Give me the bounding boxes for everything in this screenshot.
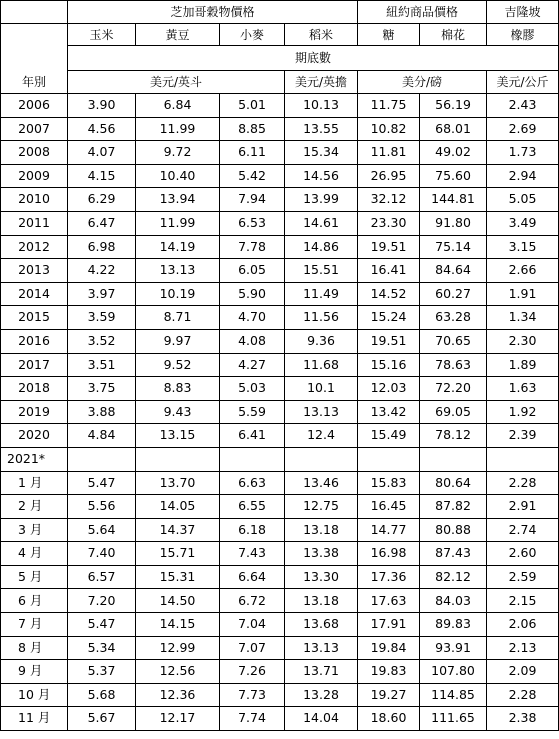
table-row-month: [1, 636, 559, 660]
cell-corn: 3.88: [68, 400, 136, 424]
header-year: 年別: [1, 71, 68, 94]
cell-rice: 11.68: [285, 353, 358, 377]
cell-sugar: 16.41: [358, 259, 420, 283]
cell-corn: 6.98: [68, 235, 136, 259]
cell-soybean: 9.97: [136, 329, 220, 353]
cell-rubber: 2.13: [487, 636, 559, 660]
cell-sugar: 14.52: [358, 282, 420, 306]
cell-sugar: 11.75: [358, 94, 420, 118]
empty-cell: [487, 447, 559, 471]
cell-corn: 6.47: [68, 211, 136, 235]
cell-rubber: 2.69: [487, 117, 559, 141]
cell-wheat: 6.11: [220, 141, 285, 165]
table-row: [1, 141, 559, 165]
header-row-market: [1, 1, 559, 24]
empty-cell: [285, 447, 358, 471]
cell-rice: 14.61: [285, 211, 358, 235]
cell-sugar: 16.98: [358, 542, 420, 566]
header-corn: 玉米: [68, 24, 136, 46]
cell-rice: 13.18: [285, 518, 358, 542]
cell-wheat: 5.42: [220, 164, 285, 188]
cell-rice: 13.18: [285, 589, 358, 613]
header-newyork: 紐約商品價格: [358, 1, 487, 24]
cell-sugar: 19.84: [358, 636, 420, 660]
table-row-month: [1, 471, 559, 495]
cell-cotton: 91.80: [420, 211, 487, 235]
cell-rubber: 2.15: [487, 589, 559, 613]
cell-rice: 13.13: [285, 400, 358, 424]
cell-soybean: 15.71: [136, 542, 220, 566]
cell-corn: 4.22: [68, 259, 136, 283]
cell-cotton: 82.12: [420, 565, 487, 589]
table-row: [1, 188, 559, 212]
row-label: 2010: [1, 188, 68, 212]
table-row: [1, 400, 559, 424]
corner-cell: [1, 24, 68, 46]
row-label: 2018: [1, 377, 68, 401]
empty-cell: [358, 447, 420, 471]
table-row-month: [1, 613, 559, 637]
cell-sugar: 13.42: [358, 400, 420, 424]
corner-cell: [1, 1, 68, 24]
cell-corn: 3.97: [68, 282, 136, 306]
cell-sugar: 15.83: [358, 471, 420, 495]
cell-cotton: 68.01: [420, 117, 487, 141]
cell-wheat: 6.18: [220, 518, 285, 542]
cell-soybean: 13.15: [136, 424, 220, 448]
row-label: 2007: [1, 117, 68, 141]
table-row: [1, 164, 559, 188]
cell-cotton: 69.05: [420, 400, 487, 424]
row-label: 5 月: [1, 565, 68, 589]
cell-soybean: 8.83: [136, 377, 220, 401]
cell-corn: 5.64: [68, 518, 136, 542]
header-row-units: [1, 71, 559, 94]
cell-wheat: 6.41: [220, 424, 285, 448]
cell-soybean: 14.50: [136, 589, 220, 613]
row-label: 3 月: [1, 518, 68, 542]
cell-sugar: 17.91: [358, 613, 420, 637]
cell-wheat: 7.07: [220, 636, 285, 660]
header-kualalumpur: 吉隆坡: [487, 1, 559, 24]
cell-sugar: 15.24: [358, 306, 420, 330]
cell-cotton: 80.64: [420, 471, 487, 495]
table-row-month: [1, 683, 559, 707]
cell-soybean: 12.36: [136, 683, 220, 707]
table-row: [1, 377, 559, 401]
cell-rubber: 3.49: [487, 211, 559, 235]
cell-cotton: 84.03: [420, 589, 487, 613]
row-label: 2013: [1, 259, 68, 283]
empty-cell: [136, 447, 220, 471]
cell-rice: 14.04: [285, 707, 358, 731]
cell-rubber: 1.34: [487, 306, 559, 330]
table-row: [1, 94, 559, 118]
cell-rubber: 2.74: [487, 518, 559, 542]
cell-corn: 3.90: [68, 94, 136, 118]
cell-corn: 5.67: [68, 707, 136, 731]
cell-sugar: 16.45: [358, 495, 420, 519]
cell-rubber: 2.91: [487, 495, 559, 519]
table-row-2021: [1, 447, 559, 471]
cell-corn: 4.15: [68, 164, 136, 188]
cell-cotton: 75.14: [420, 235, 487, 259]
cell-rice: 12.4: [285, 424, 358, 448]
cell-sugar: 10.82: [358, 117, 420, 141]
cell-rubber: 2.66: [487, 259, 559, 283]
cell-wheat: 7.04: [220, 613, 285, 637]
cell-cotton: 60.27: [420, 282, 487, 306]
cell-wheat: 4.27: [220, 353, 285, 377]
table-row-month: [1, 707, 559, 731]
cell-corn: 3.52: [68, 329, 136, 353]
cell-soybean: 13.94: [136, 188, 220, 212]
cell-wheat: 6.53: [220, 211, 285, 235]
row-label: 11 月: [1, 707, 68, 731]
cell-cotton: 78.63: [420, 353, 487, 377]
row-label: 2016: [1, 329, 68, 353]
cell-corn: 5.68: [68, 683, 136, 707]
cell-rice: 15.34: [285, 141, 358, 165]
cell-wheat: 6.05: [220, 259, 285, 283]
cell-corn: 5.47: [68, 471, 136, 495]
cell-sugar: 26.95: [358, 164, 420, 188]
cell-rubber: 2.28: [487, 683, 559, 707]
cell-wheat: 6.55: [220, 495, 285, 519]
cell-cotton: 89.83: [420, 613, 487, 637]
cell-sugar: 11.81: [358, 141, 420, 165]
cell-wheat: 7.73: [220, 683, 285, 707]
cell-rice: 13.46: [285, 471, 358, 495]
cell-sugar: 32.12: [358, 188, 420, 212]
cell-soybean: 6.84: [136, 94, 220, 118]
cell-corn: 4.07: [68, 141, 136, 165]
cell-soybean: 14.15: [136, 613, 220, 637]
cell-rubber: 1.89: [487, 353, 559, 377]
cell-corn: 6.29: [68, 188, 136, 212]
cell-cotton: 63.28: [420, 306, 487, 330]
row-label: 2017: [1, 353, 68, 377]
cell-cotton: 111.65: [420, 707, 487, 731]
cell-rice: 11.56: [285, 306, 358, 330]
cell-wheat: 7.43: [220, 542, 285, 566]
cell-wheat: 5.59: [220, 400, 285, 424]
row-label: 2006: [1, 94, 68, 118]
cell-rice: 9.36: [285, 329, 358, 353]
cell-cotton: 78.12: [420, 424, 487, 448]
header-cotton: 棉花: [420, 24, 487, 46]
row-label: 8 月: [1, 636, 68, 660]
table-row-month: [1, 542, 559, 566]
row-label: 7 月: [1, 613, 68, 637]
cell-corn: 7.40: [68, 542, 136, 566]
cell-cotton: 84.64: [420, 259, 487, 283]
table-row: [1, 306, 559, 330]
cell-corn: 6.57: [68, 565, 136, 589]
cell-soybean: 12.56: [136, 660, 220, 684]
cell-rubber: 1.73: [487, 141, 559, 165]
cell-sugar: 17.36: [358, 565, 420, 589]
cell-soybean: 12.99: [136, 636, 220, 660]
cell-soybean: 11.99: [136, 117, 220, 141]
cell-sugar: 19.51: [358, 235, 420, 259]
row-label: 2015: [1, 306, 68, 330]
cell-rice: 13.55: [285, 117, 358, 141]
cell-soybean: 10.40: [136, 164, 220, 188]
cell-rice: 14.86: [285, 235, 358, 259]
cell-soybean: 10.19: [136, 282, 220, 306]
cell-rubber: 2.43: [487, 94, 559, 118]
table-row: [1, 424, 559, 448]
row-label: 4 月: [1, 542, 68, 566]
row-label: 2020: [1, 424, 68, 448]
table-row: [1, 353, 559, 377]
cell-soybean: 15.31: [136, 565, 220, 589]
empty-cell: [68, 447, 136, 471]
row-label: 9 月: [1, 660, 68, 684]
row-label: 2014: [1, 282, 68, 306]
cell-corn: 3.59: [68, 306, 136, 330]
cell-corn: 7.20: [68, 589, 136, 613]
cell-sugar: 15.49: [358, 424, 420, 448]
cell-cotton: 75.60: [420, 164, 487, 188]
cell-rubber: 2.09: [487, 660, 559, 684]
header-rubber: 橡膠: [487, 24, 559, 46]
cell-rubber: 2.59: [487, 565, 559, 589]
cell-rubber: 2.39: [487, 424, 559, 448]
table-row: [1, 259, 559, 283]
cell-wheat: 6.72: [220, 589, 285, 613]
unit-cents-lb: 美分/磅: [358, 71, 487, 94]
row-label: 2012: [1, 235, 68, 259]
cell-rubber: 2.38: [487, 707, 559, 731]
table-row: [1, 282, 559, 306]
cell-cotton: 87.43: [420, 542, 487, 566]
cell-cotton: 144.81: [420, 188, 487, 212]
empty-cell: [420, 447, 487, 471]
cell-wheat: 4.08: [220, 329, 285, 353]
cell-soybean: 14.19: [136, 235, 220, 259]
cell-soybean: 13.13: [136, 259, 220, 283]
cell-wheat: 7.94: [220, 188, 285, 212]
cell-cotton: 87.82: [420, 495, 487, 519]
row-label: 2011: [1, 211, 68, 235]
cell-rubber: 2.06: [487, 613, 559, 637]
header-chicago: 芝加哥穀物價格: [68, 1, 358, 24]
cell-wheat: 7.78: [220, 235, 285, 259]
table-row: [1, 235, 559, 259]
header-row-commodity: [1, 24, 559, 46]
table-row-month: [1, 589, 559, 613]
cell-cotton: 72.20: [420, 377, 487, 401]
cell-rice: 10.13: [285, 94, 358, 118]
cell-wheat: 8.85: [220, 117, 285, 141]
row-label: 1 月: [1, 471, 68, 495]
cell-sugar: 19.27: [358, 683, 420, 707]
table-row: [1, 117, 559, 141]
cell-corn: 3.75: [68, 377, 136, 401]
cell-rice: 10.1: [285, 377, 358, 401]
cell-cotton: 93.91: [420, 636, 487, 660]
cell-rice: 15.51: [285, 259, 358, 283]
cell-cotton: 114.85: [420, 683, 487, 707]
unit-usd-bushel: 美元/英斗: [68, 71, 285, 94]
table-row-month: [1, 518, 559, 542]
cell-rubber: 1.63: [487, 377, 559, 401]
header-period-end: 期底數: [68, 46, 559, 71]
cell-wheat: 5.90: [220, 282, 285, 306]
cell-rice: 14.56: [285, 164, 358, 188]
cell-corn: 4.56: [68, 117, 136, 141]
cell-sugar: 18.60: [358, 707, 420, 731]
row-label: 2019: [1, 400, 68, 424]
cell-rubber: 2.28: [487, 471, 559, 495]
cell-rice: 13.38: [285, 542, 358, 566]
cell-sugar: 17.63: [358, 589, 420, 613]
cell-soybean: 11.99: [136, 211, 220, 235]
cell-corn: 4.84: [68, 424, 136, 448]
cell-cotton: 107.80: [420, 660, 487, 684]
cell-corn: 5.37: [68, 660, 136, 684]
cell-cotton: 80.88: [420, 518, 487, 542]
cell-soybean: 9.72: [136, 141, 220, 165]
cell-rubber: 2.30: [487, 329, 559, 353]
table-row-month: [1, 565, 559, 589]
cell-cotton: 49.02: [420, 141, 487, 165]
cell-sugar: 19.51: [358, 329, 420, 353]
header-rice: 稻米: [285, 24, 358, 46]
cell-rice: 12.75: [285, 495, 358, 519]
cell-wheat: 7.26: [220, 660, 285, 684]
cell-corn: 5.56: [68, 495, 136, 519]
cell-rice: 13.71: [285, 660, 358, 684]
cell-rubber: 2.60: [487, 542, 559, 566]
cell-rubber: 3.15: [487, 235, 559, 259]
header-soybean: 黃豆: [136, 24, 220, 46]
cell-sugar: 15.16: [358, 353, 420, 377]
cell-cotton: 70.65: [420, 329, 487, 353]
unit-usd-kg: 美元/公斤: [487, 71, 559, 94]
row-label: 6 月: [1, 589, 68, 613]
row-label: 10 月: [1, 683, 68, 707]
cell-corn: 5.47: [68, 613, 136, 637]
cell-soybean: 13.70: [136, 471, 220, 495]
table-row: [1, 211, 559, 235]
cell-sugar: 19.83: [358, 660, 420, 684]
cell-rice: 13.99: [285, 188, 358, 212]
cell-wheat: 5.01: [220, 94, 285, 118]
cell-soybean: 14.37: [136, 518, 220, 542]
cell-rice: 13.13: [285, 636, 358, 660]
cell-rice: 13.30: [285, 565, 358, 589]
cell-corn: 3.51: [68, 353, 136, 377]
cell-rubber: 1.91: [487, 282, 559, 306]
header-sugar: 糖: [358, 24, 420, 46]
cell-sugar: 23.30: [358, 211, 420, 235]
cell-soybean: 8.71: [136, 306, 220, 330]
corner-cell: [1, 46, 68, 71]
cell-rubber: 5.05: [487, 188, 559, 212]
table-row-month: [1, 660, 559, 684]
cell-sugar: 12.03: [358, 377, 420, 401]
unit-usd-cwt: 美元/英擔: [285, 71, 358, 94]
cell-rubber: 1.92: [487, 400, 559, 424]
cell-wheat: 7.74: [220, 707, 285, 731]
row-label: 2008: [1, 141, 68, 165]
cell-soybean: 14.05: [136, 495, 220, 519]
table-row: [1, 329, 559, 353]
cell-wheat: 4.70: [220, 306, 285, 330]
cell-soybean: 9.52: [136, 353, 220, 377]
header-wheat: 小麥: [220, 24, 285, 46]
cell-corn: 5.34: [68, 636, 136, 660]
row-label: 2 月: [1, 495, 68, 519]
cell-rice: 13.28: [285, 683, 358, 707]
cell-rice: 13.68: [285, 613, 358, 637]
cell-cotton: 56.19: [420, 94, 487, 118]
cell-wheat: 6.63: [220, 471, 285, 495]
cell-wheat: 5.03: [220, 377, 285, 401]
row-label: 2021*: [1, 447, 68, 471]
cell-sugar: 14.77: [358, 518, 420, 542]
cell-soybean: 9.43: [136, 400, 220, 424]
table-row-month: [1, 495, 559, 519]
row-label: 2009: [1, 164, 68, 188]
cell-soybean: 12.17: [136, 707, 220, 731]
cell-wheat: 6.64: [220, 565, 285, 589]
cell-rubber: 2.94: [487, 164, 559, 188]
cell-rice: 11.49: [285, 282, 358, 306]
empty-cell: [220, 447, 285, 471]
header-row-period: [1, 46, 559, 71]
